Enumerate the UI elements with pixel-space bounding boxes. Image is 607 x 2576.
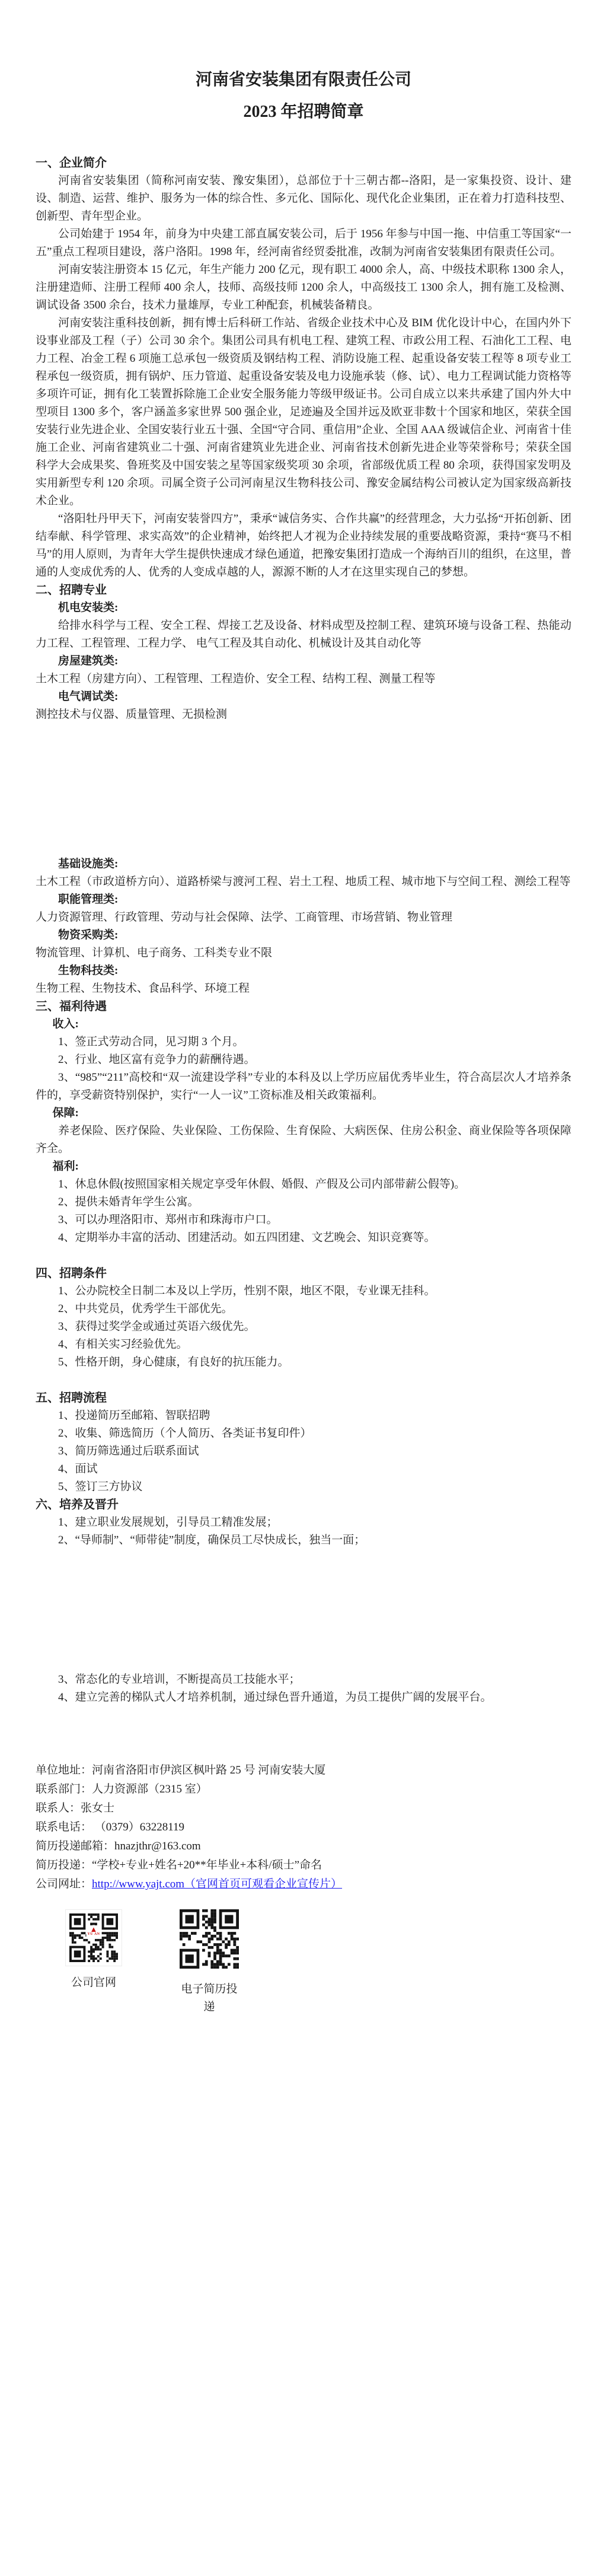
blank-gap — [36, 1706, 571, 1761]
major-group-content: 土木工程（市政道桥方向）、道路桥梁与渡河工程、岩土工程、地质工程、城市地下与空间工程、测绘工程等 — [36, 875, 571, 888]
qr-code-row — [65, 1909, 571, 2016]
qr-code-resume-delivery — [180, 1909, 239, 1969]
benefits-insurance-text: 养老保险、医疗保险、失业保险、工伤保险、生育保险、大病医保、住房公积金、商业保险等各项保障齐全。 — [36, 1125, 571, 1155]
intro-paragraph: “洛阳牡丹甲天下，河南安装誉四方”，秉承“诚信务实、合作共赢”的经营理念，大力弘扬“开拓创新、团结奉献、科学管理、求实高效”的企业精神，始终把人才视为企业持续发展的重要战略资源，秉持“赛马不相马”的用人原则，为青年大学生提供快速成才绿色通道，把豫安集团打造成一个海纳百川的组织，在这里，普通的人变成优秀的人、优秀的人变成卓越的人，源源不断的人才在这里实现自己的梦想。 — [36, 512, 571, 578]
major-group-content: 土木工程（房建方向）、工程管理、工程造价、安全工程、结构工程、测量工程等 — [36, 673, 436, 685]
contact-address: 单位地址：河南省洛阳市伊滨区枫叶路 25 号 河南安装大厦 — [36, 1764, 326, 1776]
benefits-welfare-label: 福利: — [52, 1160, 79, 1173]
process-item: 2、收集、筛选简历（个人简历、各类证书复印件） — [58, 1427, 312, 1440]
company-logo-text: YU AN — [87, 1932, 100, 1936]
company-logo-icon: ▲ — [90, 1924, 98, 1934]
benefits-welfare-item: 3、可以办理洛阳市、郑州市和珠海市户口。 — [58, 1214, 278, 1226]
requirement-item: 1、公办院校全日制二本及以上学历，性别不限，地区不限，专业课无挂科。 — [58, 1285, 436, 1297]
process-item: 5、签订三方协议 — [58, 1480, 143, 1493]
section-heading-company-intro: 一、企业简介 — [36, 157, 107, 170]
section-heading-development: 六、培养及晋升 — [36, 1498, 119, 1511]
process-item: 3、简历筛选通过后联系面试 — [58, 1445, 199, 1457]
process-item: 1、投递简历至邮箱、智联招聘 — [58, 1409, 210, 1422]
major-group-label: 基础设施类: — [58, 858, 119, 870]
document-title — [36, 64, 571, 128]
process-item: 4、面试 — [58, 1463, 98, 1475]
benefits-welfare-item: 4、定期举办丰富的活动、团建活动。如五四团建、文艺晚会、知识竞赛等。 — [58, 1231, 436, 1244]
section-heading-majors: 二、招聘专业 — [36, 584, 107, 597]
section-heading-benefits: 三、福利待遇 — [36, 1000, 107, 1013]
qr-column-resume — [177, 1909, 242, 2016]
contact-resume-naming: 简历投递：“学校+专业+姓名+20**年毕业+本科/硕士”命名 — [36, 1859, 322, 1871]
contact-department: 联系部门：人力资源部（2315 室） — [36, 1783, 207, 1795]
section-heading-requirements: 四、招聘条件 — [36, 1267, 107, 1280]
major-group-content: 测控技术与仪器、质量管理、无损检测 — [36, 708, 228, 721]
intro-paragraph: 河南省安装集团（简称河南安装、豫安集团），总部位于十三朝古都--洛阳，是一家集投资、设计、建设、制造、运营、维护、服务为一体的综合性、多元化、国际化、现代化企业集团，正在着力打造科技型、创新型、青年型企业。 — [36, 174, 571, 222]
requirement-item: 4、有相关实习经验优先。 — [58, 1338, 188, 1351]
benefits-welfare-item: 2、提供未婚青年学生公寓。 — [58, 1196, 199, 1208]
major-group-label: 电气调试类: — [58, 690, 119, 703]
document-title-line1: 河南省安装集团有限责任公司 — [195, 71, 411, 89]
intro-paragraph: 河南安装注册资本 15 亿元，年生产能力 200 亿元，现有职工 4000 余人，高、中级技术职称 1300 余人，注册建造师、注册工程师 400 余人，技师、高级技师 1200 余人，中高级技工 1300 余人，拥有施工及检测、调试设备 3500 余台，技术力量雄厚，专业工种配套，机械装备精良。 — [36, 263, 571, 311]
major-group-label: 职能管理类: — [58, 893, 119, 906]
qr-code-company-website — [65, 1909, 122, 1966]
section-heading-process: 五、招聘流程 — [36, 1392, 107, 1405]
benefits-income-item: 3、“985”“211”高校和“双一流建设学科”专业的本科及以上学历应届优秀毕业生，符合高层次人才培养条件的，享受薪资特别保护，实行“一人一议”工资标准及相关政策福利。 — [36, 1071, 571, 1101]
qr-code-company-website-image — [69, 1913, 118, 1962]
benefits-income-label: 收入: — [52, 1018, 79, 1030]
major-group-label: 物资采购类: — [58, 929, 119, 941]
qr-column-website — [65, 1909, 122, 1992]
development-item: 4、建立完善的梯队式人才培养机制，通过绿色晋升通道，为员工提供广阔的发展平台。 — [58, 1691, 492, 1703]
company-website-link[interactable]: http://www.yajt.com（官网首页可观看企业宣传片） — [92, 1878, 343, 1890]
major-group-content: 给排水科学与工程、安全工程、焊接工艺及设备、材料成型及控制工程、建筑环境与设备工程、热能动力工程、工程管理、工程力学、 电气工程及其自动化、机械设计及其自动化等 — [36, 619, 571, 649]
major-group-content: 物流管理、计算机、电子商务、工科类专业不限 — [36, 947, 273, 959]
requirement-item: 3、获得过奖学金或通过英语六级优先。 — [58, 1320, 255, 1333]
contact-person: 联系人：张女士 — [36, 1802, 115, 1814]
major-group-content: 生物工程、生物技术、食品科学、环境工程 — [36, 982, 250, 995]
contact-phone: 联系电话： （0379）63228119 — [36, 1821, 185, 1833]
major-group-label: 机电安装类: — [58, 601, 119, 614]
qr-code-resume-delivery-image — [180, 1909, 239, 1969]
company-logo — [86, 1925, 101, 1937]
benefits-income-item: 1、签正式劳动合同，见习期 3 个月。 — [58, 1036, 244, 1048]
contact-website-line — [36, 1875, 571, 1894]
major-group-label: 生物科技类: — [58, 964, 119, 977]
intro-paragraph: 公司始建于 1954 年，前身为中央建工部直属安装公司，后于 1956 年参与中国一拖、中信重工等国家“一五”重点工程项目建设，落户洛阳。1998 年，经河南省经贸委批准，改制为河南省安装集团有限责任公司。 — [36, 228, 571, 258]
contact-website-label: 公司网址： — [36, 1878, 92, 1890]
development-item: 1、建立职业发展规划，引导员工精准发展； — [58, 1516, 278, 1529]
page-break-gap — [36, 1549, 571, 1671]
benefits-welfare-item: 1、休息休假(按照国家相关规定享受年休假、婚假、产假及公司内部带薪公假等)。 — [58, 1178, 466, 1190]
development-item: 2、“导师制”、“师带徒”制度，确保员工尽快成长，独当一面； — [58, 1534, 366, 1546]
page-break-gap — [36, 724, 571, 855]
qr-caption-website: 公司官网 — [71, 1976, 116, 1989]
requirement-item: 2、中共党员，优秀学生干部优先。 — [58, 1303, 233, 1315]
benefits-income-item: 2、行业、地区富有竞争力的薪酬待遇。 — [58, 1053, 255, 1066]
qr-caption-resume: 电子简历投递 — [181, 1983, 238, 2013]
major-group-content: 人力资源管理、行政管理、劳动与社会保障、法学、工商管理、市场营销、物业管理 — [36, 911, 453, 924]
contact-email: 简历投递邮箱：hnazjthr@163.com — [36, 1840, 201, 1852]
document-title-line2: 2023 年招聘简章 — [243, 103, 364, 121]
intro-paragraph: 河南安装注重科技创新，拥有博士后科研工作站、省级企业技术中心及 BIM 优化设计中心，在国内外下设事业部及工程（子）公司 30 余个。集团公司具有机电工程、建筑工程、市政公用工程、石油化工工程、电力工程、冶金工程 6 项施工总承包一级资质及钢结构工程、消防设施工程、起重设备安装工程等 8 项专业工程承包一级资质，拥有锅炉、压力管道、起重设备安装及电力设施承装（修、试）、电力工程调试能力资格等多项许可证，拥有化工装置拆除施工企业安全服务能力等级甲级证书。公司自成立以来共承建了国内外大中型项目 1300 多个，客户涵盖多家世界 500 强企业，足迹遍及全国并远及欧亚非数十个国家和地区，荣获全国安装行业先进企业、全国安装行业五十强、全国“守合同、重信用”企业、全国 AAA 级诚信企业、河南省十佳施工企业、河南省建筑业二十强、河南省建筑业先进企业、河南省技术创新先进企业等荣誉称号；荣获全国科学大会成果奖、鲁班奖及中国安装之星等国家级奖项 30 余项，省部级优质工程 80 余项，获得国家发明及实用新型专利 120 余项。司属全资子公司河南星汉生物科技公司、豫安金属结构公司被认定为国家级高新技术企业。 — [36, 317, 571, 507]
benefits-insurance-label: 保障: — [52, 1107, 79, 1119]
requirement-item: 5、性格开朗，身心健康，有良好的抗压能力。 — [58, 1356, 289, 1368]
major-group-label: 房屋建筑类: — [58, 655, 119, 667]
development-item: 3、常态化的专业培训，不断提高员工技能水平； — [58, 1673, 301, 1686]
